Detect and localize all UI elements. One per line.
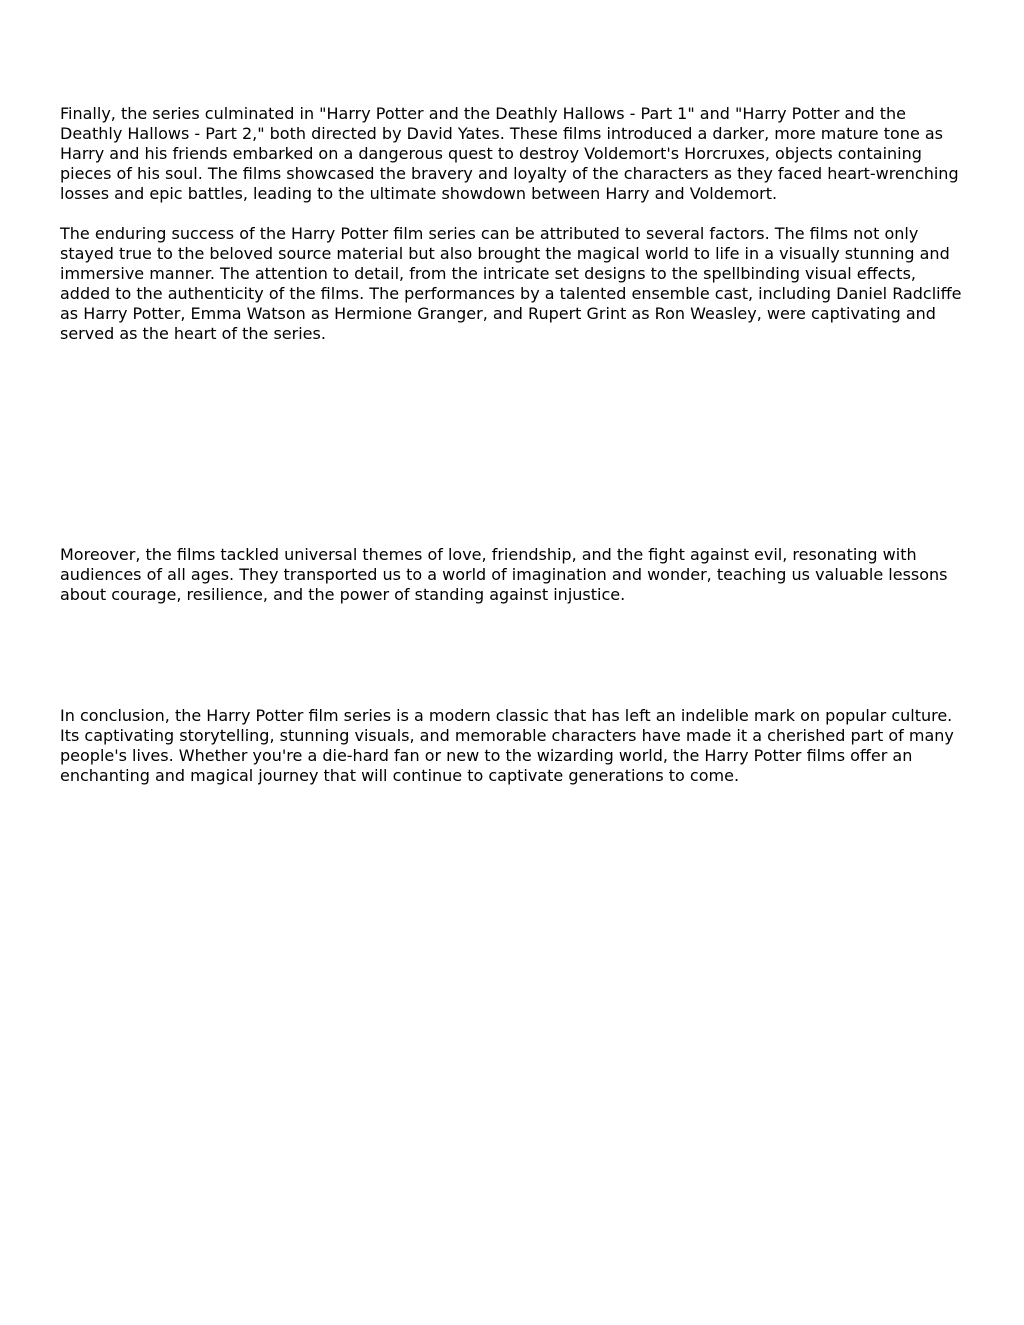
paragraph-deathly-hallows: Finally, the series culminated in "Harry Potter and the Deathly Hallows - Part 1" and "Harry Potter and the Deathly Hallows - Part 2," both directed by David Yates. These films introduced a darker, more mature tone as Harry and his friends embarked on a dangerous quest to destroy Voldemort's Horcruxes, objects containing pieces of his soul. The films showcased the bravery and loyalty of the characters as they faced heart-wrenching losses and epic battles, leading to the ultimate showdown between Harry and Voldemort. (60, 104, 959, 203)
paragraph-universal-themes: Moreover, the films tackled universal themes of love, friendship, and the fight against evil, resonating with audiences of all ages. They transported us to a world of imagination and wonder, teaching us valuable lessons about courage, resilience, and the power of standing against injustice. (60, 545, 948, 604)
paragraph-enduring-success: The enduring success of the Harry Potter film series can be attributed to several factors. The films not only stayed true to the beloved source material but also brought the magical world to life in a visually stunning and immersive manner. The attention to detail, from the intricate set designs to the spellbinding visual effects, added to the authenticity of the films. The performances by a talented ensemble cast, including Daniel Radcliffe as Harry Potter, Emma Watson as Hermione Granger, and Rupert Grint as Ron Weasley, were captivating and served as the heart of the series. (60, 224, 962, 343)
paragraph-conclusion: In conclusion, the Harry Potter film series is a modern classic that has left an indelible mark on popular culture. Its captivating storytelling, stunning visuals, and memorable characters have made it a cherished part of many people's lives. Whether you're a die-hard fan or new to the wizarding world, the Harry Potter films offer an enchanting and magical journey that will continue to captivate generations to come. (60, 706, 954, 785)
